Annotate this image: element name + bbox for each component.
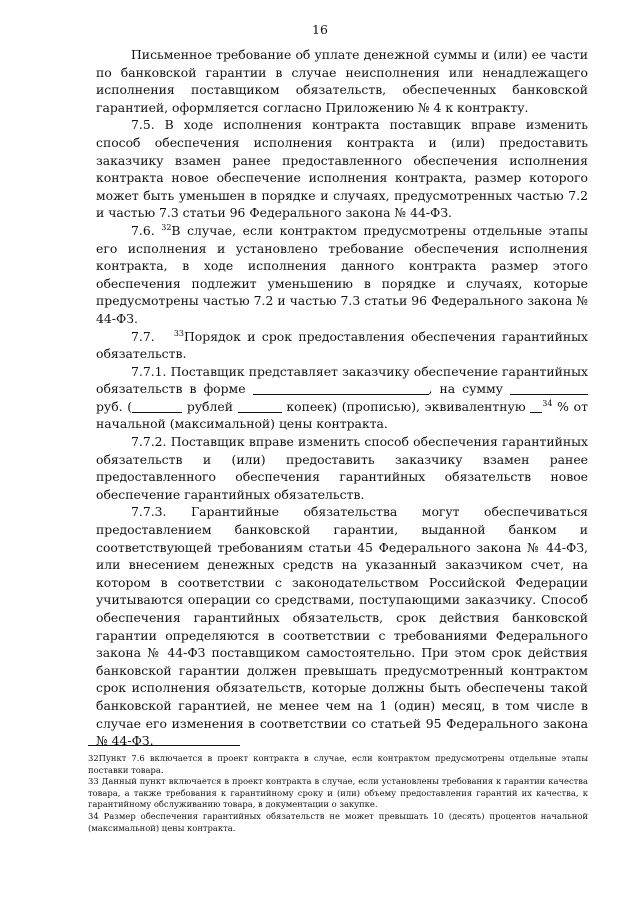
paragraph-7-6 — [96, 222, 588, 328]
clause-text: % от начальной (максимальной) цены контракта. — [96, 398, 588, 432]
form-blank-field[interactable] — [253, 382, 429, 395]
rubles-blank-field[interactable] — [132, 400, 182, 413]
footnotes-section — [88, 745, 588, 834]
clause-text: руб. ( — [96, 398, 133, 414]
percent-blank-field[interactable] — [530, 400, 542, 413]
paragraph-7-5: 7.5. В ходе исполнения контракта поставщик вправе изменить способ обеспечения исполнения контракта и (или) предоставить заказчику взамен ранее предоставленного обеспечения исполнения контракта новое обеспечение исполнения контракта, размер которого может быть уменьшен в порядке и случаях, предусмотренных частью 7.2 и частью 7.3 статьи 96 Федерального закона № 44-ФЗ. — [96, 117, 588, 221]
clause-text: Порядок и срок предоставления обеспечения гарантийных обязательств. — [96, 328, 588, 362]
clause-text: , на сумму — [428, 381, 503, 397]
contract-body — [96, 46, 588, 750]
footnote-34: 34 Размер обеспечения гарантийных обязательств не может превышать 10 (десять) процентов начальной (максимальной) цены контракта. — [88, 810, 588, 833]
paragraph-7-7-2: 7.7.2. Поставщик вправе изменить способ обеспечения гарантийных обязательств и (или) предоставить заказчику взамен ранее предоставленного обеспечения гарантийных обязательств новое обеспечение гарантийных обязательств. — [96, 434, 588, 502]
footnote-33: 33 Данный пункт включается в проект контракта в случае, если установлены требования к гарантии качества товара, а также требования к гарантийному сроку и (или) объему предоставления гарантий их качества, к гарантийному обслуживанию товара, в документации о закупке. — [88, 776, 588, 810]
footnote-divider — [88, 745, 240, 746]
clause-text: рублей — [186, 398, 233, 414]
sum-blank-field[interactable] — [510, 382, 588, 395]
footnote-ref-32[interactable]: 32 — [161, 222, 172, 232]
paragraph-demand-letter: Письменное требование об уплате денежной суммы и (или) ее части по банковской гарантии в случае неисполнения или ненадлежащего исполнения поставщиком обязательств, обеспеченных банковской гарантией, оформляется согласно Приложению № 4 к контракту. — [96, 47, 588, 115]
page-number: 16 — [312, 22, 328, 37]
clause-text: 7.7.1. Поставщик представляет заказчику обеспечение гарантийных обязательств в форме — [96, 363, 588, 397]
footnote-ref-34[interactable]: 34 — [542, 398, 553, 408]
clause-text: В случае, если контрактом предусмотрены отдельные этапы его исполнения и установлено требование обеспечения исполнения контракта, в ходе исполнения данного контракта размер этого обеспечения подлежит уменьшению в порядке и случаях, которые предусмотрены частью 7.2 и частью 7.3 статьи 96 Федерального закона № 44-ФЗ. — [96, 222, 588, 326]
clause-text: копеек) (прописью), эквивалентную — [286, 398, 526, 414]
paragraph-7-7-1 — [96, 363, 588, 433]
clause-number: 7.7. — [131, 328, 155, 344]
footnote-32: 32Пункт 7.6 включается в проект контракта в случае, если контрактом предусмотрены отдельные этапы поставки товара. — [88, 753, 588, 775]
paragraph-7-7 — [96, 328, 588, 363]
kopecks-blank-field[interactable] — [238, 400, 282, 413]
clause-number: 7.6. — [131, 222, 155, 238]
paragraph-7-7-3: 7.7.3. Гарантийные обязательства могут обеспечиваться предоставлением банковской гарантии, выданной банком и соответствующей требованиям статьи 45 Федерального закона № 44-ФЗ, или внесением денежных средств на указанный заказчиком счет, на котором в соответствии с законодательством Российской Федерации учитываются операции со средствами, поступающими заказчику. Способ обеспечения гарантийных обязательств, срок действия банковской гарантии определяются в соответствии с требованиями Федерального закона № 44-ФЗ поставщиком самостоятельно. При этом срок действия банковской гарантии должен превышать предусмотренный контрактом срок исполнения обязательств, которые должны быть обеспечены такой банковской гарантией, не менее чем на 1 (один) месяц, в том числе в случае его изменения в соответствии со статьей 95 Федерального закона № 44-ФЗ. — [96, 504, 588, 749]
footnote-ref-33[interactable]: 33 — [173, 328, 184, 338]
